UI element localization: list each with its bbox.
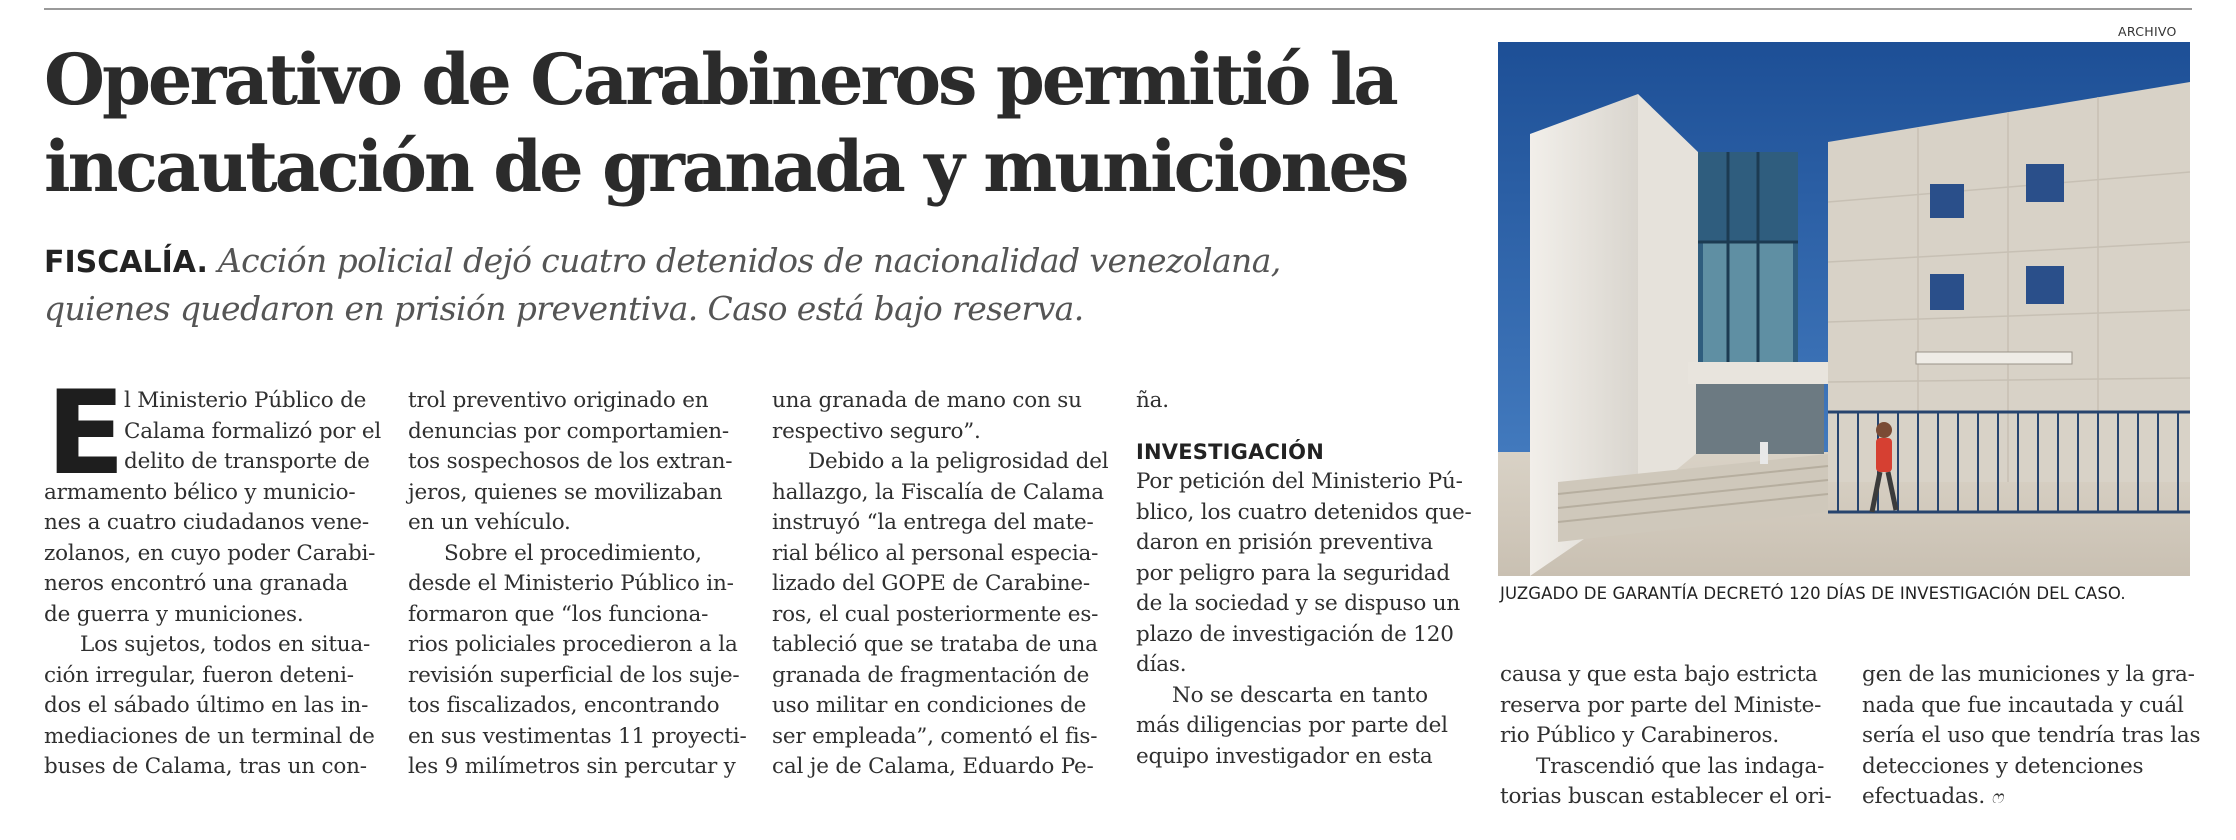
headline-line-2: incautación de granada y municiones [44,125,1407,208]
body-column-4 [1136,386,1472,772]
body-line: blico, los cuatro detenidos que- [1136,499,1472,525]
body-column-3 [772,386,1109,783]
body-line: causa y que esta bajo estricta [1500,662,1818,687]
body-line: más diligencias por parte del [1136,713,1448,738]
headline-line-1: Operativo de Carabineros permitió la [44,38,1396,121]
body-line: formaron que “los funciona- [408,601,709,627]
body-column-5 [1500,660,1830,813]
body-line: denuncias por comportamien- [408,418,729,444]
body-line: reserva por parte del Ministe- [1500,692,1822,718]
drop-cap: E [46,366,126,501]
subhead [44,238,1484,332]
body-line: delito de transporte de [124,449,370,474]
headline [44,36,1474,210]
body-line: Calama formalizó por el [124,418,382,444]
end-mark-icon: ෆ [1991,787,2003,808]
body-line: en sus vestimentas 11 proyecti- [408,723,747,749]
body-line: cal je de Calama, Eduardo Pe- [772,754,1094,779]
body-line: jeros, quienes se movilizaban [408,479,723,505]
body-line: detecciones y detenciones [1862,753,2144,779]
body-line: Sobre el procedimiento, [444,540,702,566]
body-line: zolanos, en cuyo poder Carabi- [44,540,376,566]
body-line: Trascendió que las indaga- [1536,753,1825,779]
subhead-kicker: FISCALÍA. [44,245,208,280]
photo-credit: ARCHIVO [2118,24,2177,39]
body-line: gen de las municiones y la gra- [1862,662,2195,687]
body-line: uso militar en condiciones de [772,693,1087,718]
body-line: plazo de investigación de 120 [1136,621,1454,647]
body-line: equipo investigador en esta [1136,743,1433,769]
body-line: rio Público y Carabineros. [1500,723,1780,748]
body-line: Debido a la peligrosidad del [808,449,1109,474]
subhead-line-2: quienes quedaron en prisión preventiva. Caso está bajo reserva. [44,289,1084,328]
body-spacer [1136,417,1466,437]
body-line: hallazgo, la Fiscalía de Calama [772,479,1104,505]
body-line: No se descarta en tanto [1172,682,1428,708]
body-line: armamento bélico y municio- [44,479,356,505]
body-line: granada de fragmentación de [772,662,1090,688]
body-line-last [1862,782,2192,814]
body-line: ña. [1136,388,1169,413]
body-column-1 [44,366,382,783]
body-line: Los sujetos, todos en situa- [80,632,371,657]
body-line: ción irregular, fueron deteni- [44,662,354,688]
body-line-text: efectuadas. [1862,784,1985,809]
body-line: buses de Calama, tras un con- [44,754,367,779]
body-line: una granada de mano con su [772,388,1082,413]
courthouse-photo [1498,42,2190,576]
body-line: lizado del GOPE de Carabine- [772,571,1090,596]
section-subtitle: INVESTIGACIÓN [1136,439,1324,464]
body-line: tos sospechosos de los extran- [408,449,733,474]
body-line: dos el sábado último en las in- [44,693,369,718]
body-line: Por petición del Ministerio Pú- [1136,469,1463,494]
body-line: de la sociedad y se dispuso un [1136,591,1461,616]
body-line: trol preventivo originado en [408,388,709,413]
body-line: mediaciones de un terminal de [44,723,375,749]
body-line: respectivo seguro”. [772,418,981,444]
body-line: nada que fue incautada y cuál [1862,692,2184,718]
photo-caption: JUZGADO DE GARANTÍA DECRETÓ 120 DÍAS DE INVESTIGACIÓN DEL CASO. [1500,584,2126,603]
top-rule [44,8,2192,10]
body-line: tableció que se trataba de una [772,632,1098,657]
body-line: ser empleada”, comentó el fis- [772,723,1098,749]
body-line: instruyó “la entrega del mate- [772,510,1094,535]
body-line: revisión superficial de los suje- [408,662,740,688]
body-line: sería el uso que tendría tras las [1862,723,2201,748]
body-line: l Ministerio Público de [124,388,367,413]
body-column-2 [408,386,747,783]
body-line: torias buscan establecer el ori- [1500,784,1832,809]
body-line: daron en prisión preventiva [1136,530,1433,555]
body-line: en un vehículo. [408,510,571,535]
body-line: rios policiales procedieron a la [408,632,738,657]
body-line: tos fiscalizados, encontrando [408,693,720,718]
body-line: neros encontró una granada [44,571,349,596]
body-line: por peligro para la seguridad [1136,560,1450,586]
subhead-text-1: Acción policial dejó cuatro detenidos de nacionalidad venezolana, [217,241,1281,280]
body-line: días. [1136,652,1187,677]
body-line: desde el Ministerio Público in- [408,571,734,596]
subhead-line-1 [44,238,1484,286]
body-line: de guerra y municiones. [44,601,304,627]
body-line: les 9 milímetros sin percutar y [408,754,736,779]
body-column-6 [1862,660,2201,814]
body-line: ros, el cual posteriormente es- [772,601,1099,627]
body-line: nes a cuatro ciudadanos vene- [44,510,369,535]
body-line: rial bélico al personal especia- [772,540,1099,566]
